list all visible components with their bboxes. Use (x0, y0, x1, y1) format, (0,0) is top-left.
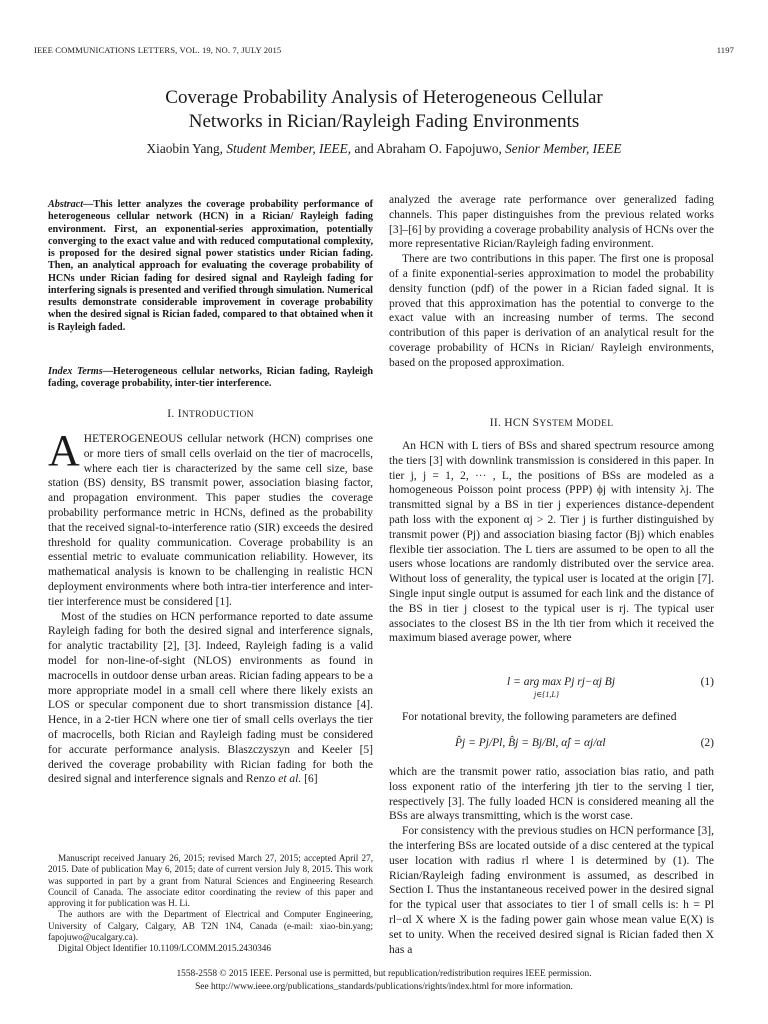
copyright-notice (60, 968, 708, 993)
intro-paragraph-1: AHETEROGENEOUS cellular network (HCN) comprises one or more tiers of small cells overlaid on the tier of macrocells, where each tier is characterized by the same cell size, base station (BS) density, BS transmit power, association biasing factor, and propagation environment. This paper studies the coverage probability performance metric in HCNs, defined as the probability that the received signal-to-interference ratio (SIR) exceeds the desired threshold for quality communication. Coverage probability is an essential metric to evaluate communication reliability. However, its mathematical analysis is known to be challenging in realistic HCN deployment environments where both intra-tier interference and inter-tier interference must be considered [1]. (48, 426, 373, 608)
abstract-label: Abstract (48, 199, 84, 210)
right-column-top (389, 193, 714, 371)
abstract-text: —This letter analyzes the coverage probability performance of heterogeneous cellular network (HCN) in a Rician/ Rayleigh fading environment. First, an exponential-series approximation, potentially converging to the exact value and with reduced computational complexity, is proposed for the desired signal power statistics under Rician fading. Then, an analytical approach for evaluating the coverage probability of HCNs under Rician fading for desired signal and Rayleigh fading for interfering signals is presented and verified through simulation. Numerical results demonstrate considerable improvement in coverage probability when the desired signal is Rician faded, compared to that obtained when it is Rayleigh faded. (48, 199, 373, 333)
notation-paragraph: For notational brevity, the following parameters are defined (402, 711, 677, 723)
author-line (60, 141, 708, 157)
section-1-body (48, 426, 373, 787)
index-terms-text: —Heterogeneous cellular networks, Rician fading, Rayleigh fading, coverage probability, inter-tier interference. (48, 366, 373, 390)
running-header (34, 45, 734, 57)
title-line-1: Coverage Probability Analysis of Heterogeneous Cellular (165, 87, 603, 108)
equation-2-number: (2) (700, 737, 714, 749)
index-terms (48, 366, 373, 391)
equation-1-body: l = arg max Pj rj−αj Bj (507, 676, 616, 688)
author-1-role: Student Member, IEEE, (226, 141, 352, 156)
author-2-role: Senior Member, IEEE (505, 141, 622, 156)
system-model-paragraph: An HCN with L tiers of BSs and shared spectrum resource among the tiers [3] with downlink transmission is considered in this paper. In tier j, j = 1, 2, ··· , L, the positions of BSs are modeled as a homogeneous Poisson point process (PPP) ϕj with intensity λj. The transmitted signal by a BS in tier j experiences distance-dependent path loss with the exponent αj > 2. Tier j is further distinguished by transmit power (Pj) and association biasing factor (Bj) which enables flexible tier association. The L tiers are assumed to be open to all the users whose locations are randomly distributed over the service area. Without loss of generality, the typical user is located at the origin [7]. Single input single output is assumed for each link and the distance of the BS in tier j closest to the typical user is rj. The typical user associates to the closest BS in the lth tier from which it received the maximum biased average power, where (389, 440, 714, 645)
equation-1 (389, 676, 714, 704)
ratios-paragraph: which are the transmit power ratio, association bias ratio, and path loss exponent ratio of the interfering jth tier to the serving l tier, respectively [3]. The fully loaded HCN is considered meaning all the BSs are always transmitting, which is the worst case. (389, 766, 714, 823)
author-2: and Abraham O. Fapojuwo, (354, 141, 502, 156)
author-1: Xiaobin Yang, (146, 141, 223, 156)
journal-name: IEEE COMMUNICATIONS LETTERS, VOL. 19, NO. 7, JULY 2015 (34, 45, 282, 55)
section-1-heading: I. INTRODUCTION (167, 408, 254, 420)
fading-paragraph: For consistency with the previous studies on HCN performance [3], the interfering BSs are located outside of a disc centered at the typical user location with radius rl where l is determined by (1). The Rician/Rayleigh fading environment is assumed, as described in Section I. Thus the instantaneous received power in the desired signal for the typical user that associates to tier l of small cells is: h = Pl rl−αl X where X is the fading power gain whose mean value E(X) is set to unity. When the received desired signal is Rician faded then X has a (389, 825, 714, 956)
footnote-manuscript: Manuscript received January 26, 2015; revised March 27, 2015; accepted April 27, 2015. Date of publication May 6, 2015; date of current version July 8, 2015. This work was supported in part by a grant from Natural Sciences and Engineering Research Council of Canada. The associate editor coordinating the review of this paper and approving it for publication was H. Li. (48, 853, 373, 909)
copyright-line-1: 1558-2558 © 2015 IEEE. Personal use is permitted, but republication/redistribution requires IEEE permission. (176, 969, 592, 979)
right-column-bottom (389, 765, 714, 957)
page-number: 1197 (716, 45, 734, 55)
copyright-line-2: See http://www.ieee.org/publications_standards/publications/rights/index.html for more information. (195, 981, 573, 992)
footnote (48, 853, 373, 955)
contributions-paragraph: There are two contributions in this paper. The first one is proposal of a finite exponential-series approximation to model the probability density function (pdf) of the power in a Rician faded signal. It is proved that this approximation has the potential to converge to the exact value with an increasing number of terms. The second contribution of this paper is derivation of an analytical result for the coverage probability of HCNs in Rician/ Rayleigh environments, based on the proposed approximation. (389, 253, 714, 369)
abstract (48, 199, 373, 334)
footnote-affiliation: The authors are with the Department of Electrical and Computer Engineering, University of Calgary, Calgary, AB T2N 1N4, Canada (e-mail: xiao-bin.yang; fapojuwo@ucalgary.ca). (48, 909, 373, 943)
right-paragraph-0: analyzed the average rate performance over generalized fading channels. This paper distinguishes from the previous related works [3]–[6] by providing a coverage probability analysis of HCNs over the more representative Rician/Rayleigh fading environment. (389, 194, 714, 251)
drop-cap: A (48, 426, 80, 475)
title-line-2: Networks in Rician/Rayleigh Fading Environments (188, 111, 580, 132)
equation-1-subscript: j∈{1,L} (534, 690, 559, 699)
footnote-doi: Digital Object Identifier 10.1109/LCOMM.2015.2430346 (58, 943, 271, 954)
intro-paragraph-2: Most of the studies on HCN performance reported to date assume Rayleigh fading for both the desired signal and interference signals, for analytic tractability [2], [3]. Indeed, Rayleigh fading is a valid model for non-line-of-sight (NLOS) environments as found in macrocells in outdoor dense urban areas. Rician fading appears to be a more appropriate model in a small cell where there likely exists an LOS or specular component due to short transmission distance [4]. Hence, in a 2-tier HCN where one tier of small cells overlays the tier of macrocells, both Rician and Rayleigh fading must be considered for accurate performance analysis. Blaszczyszyn and Keeler [5] derived the coverage probability with Rician fading for both the desired signal and interference signals and Renzo et al. [6] (48, 610, 373, 786)
equation-2-body: P̂j = Pj/Pl, B̂j = Bj/Bl, α̂j = αj/αl (455, 737, 606, 749)
index-terms-label: Index Terms (48, 366, 103, 377)
equation-2 (389, 737, 714, 755)
paper-title (60, 86, 708, 134)
equation-1-number: (1) (700, 676, 714, 688)
section-2-heading: II. HCN SYSTEM MODEL (489, 417, 614, 429)
